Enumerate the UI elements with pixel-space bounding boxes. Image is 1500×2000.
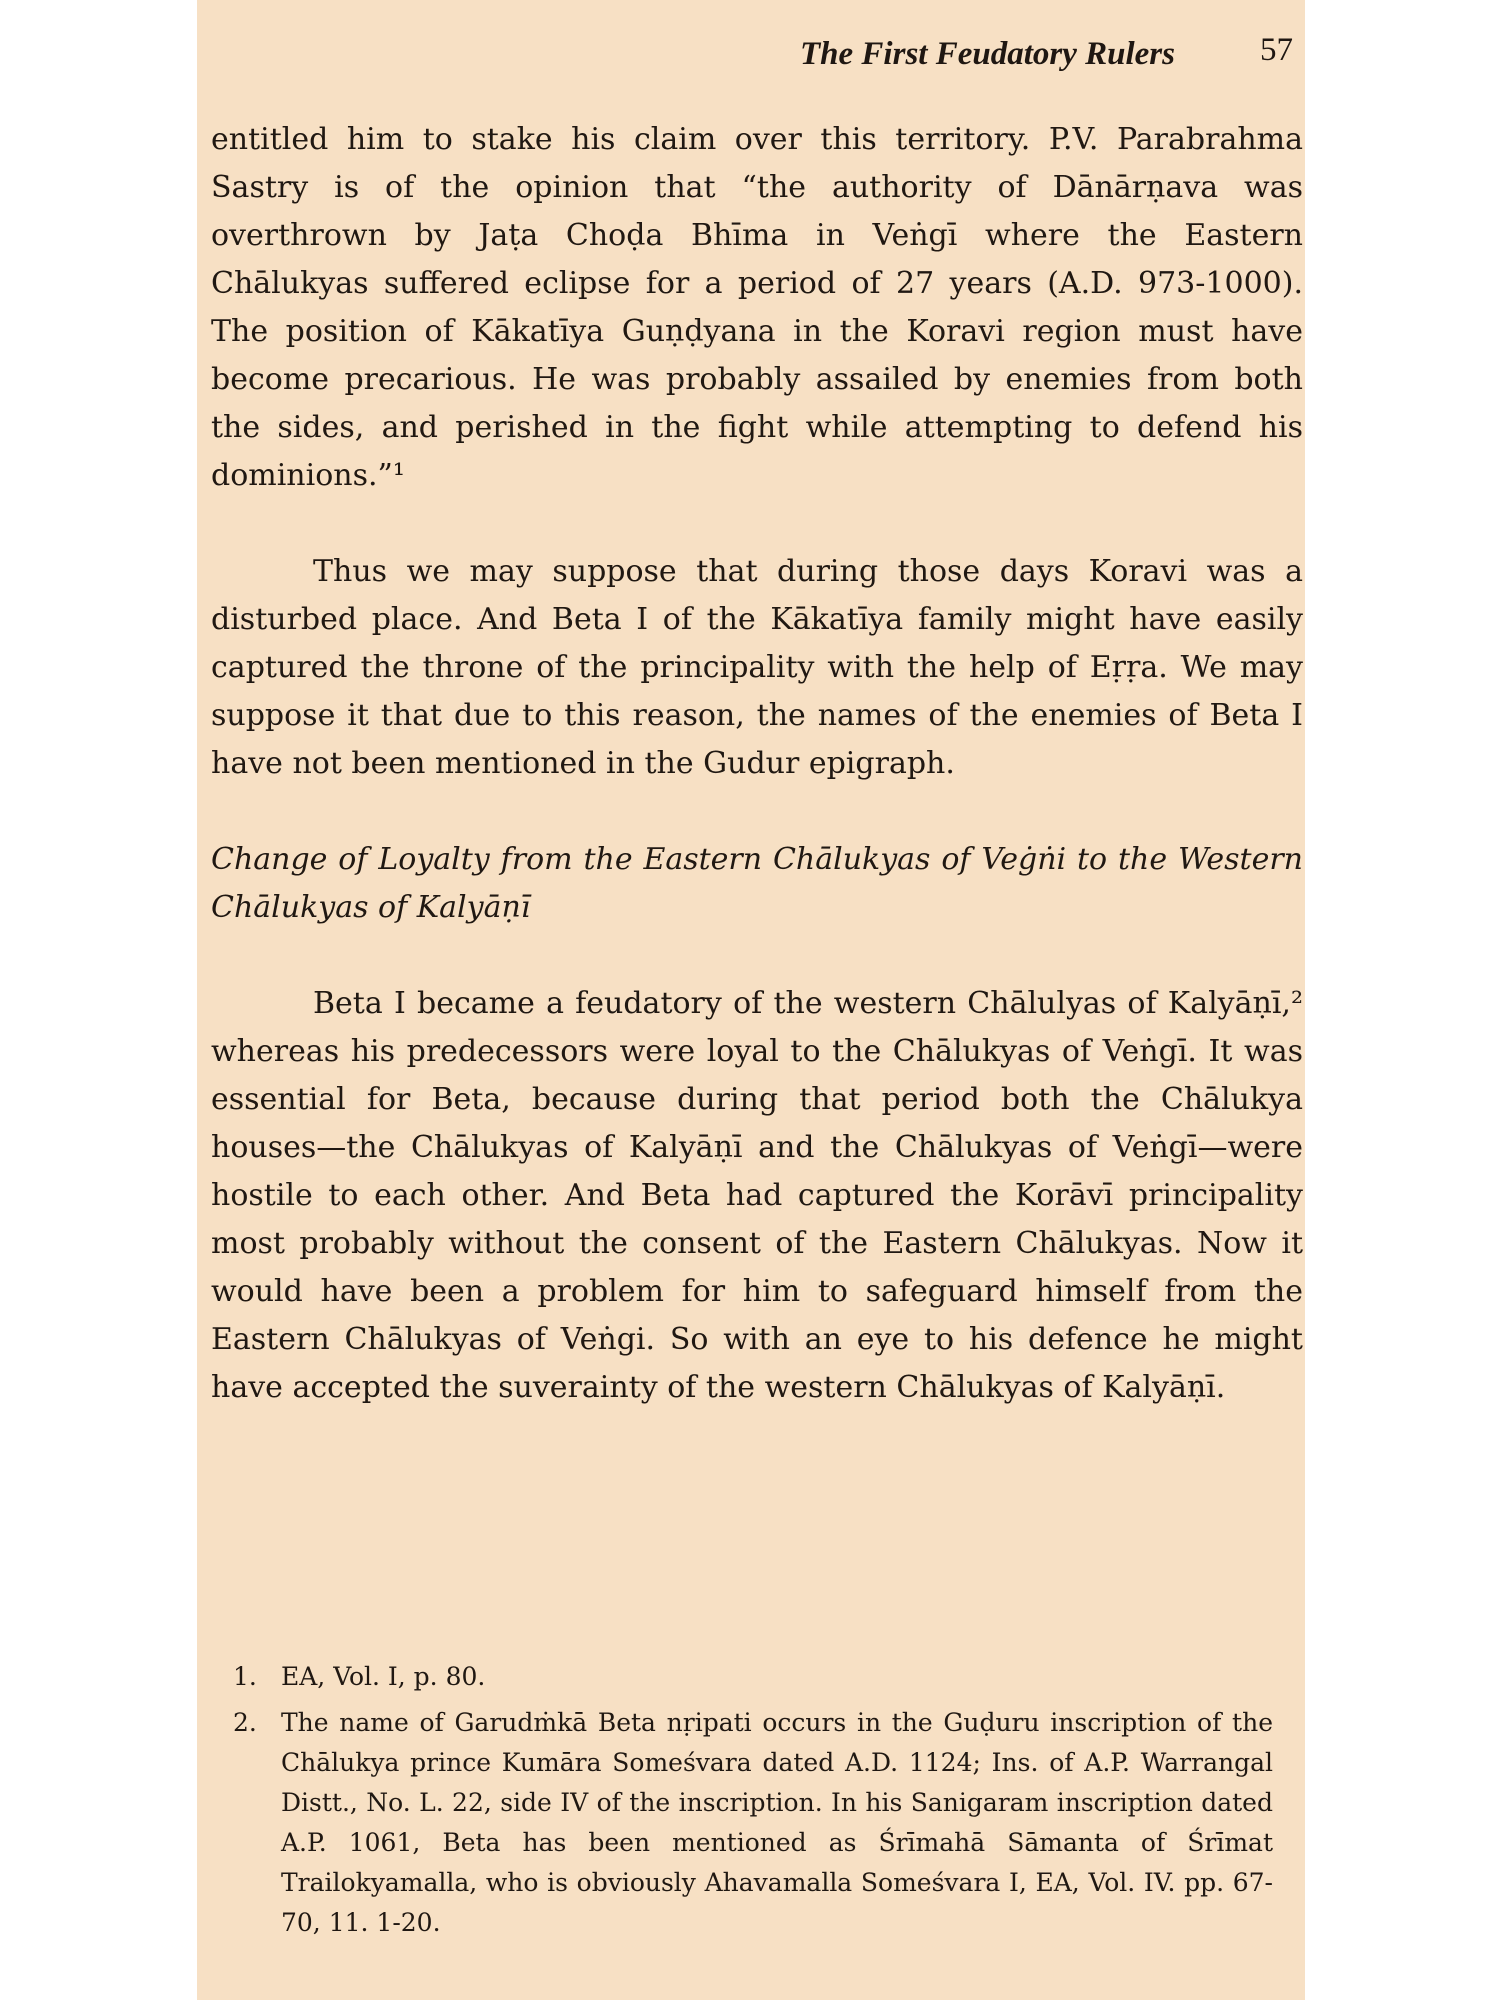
footnote-text: The name of Garudṁkā Beta nṛipati occurs in the Guḍuru inscription of the Chālukya prince Kumāra Someśvara dated A.D. 1124; Ins. of A.P. Warrangal Distt., No. L. 22, side IV of the inscription. In his Sanigaram inscription dated A.P. 1061, Beta has been mentioned as Śrīmahā Sāmanta of Śrīmat Trailokyamalla, who is obviously Ahavamalla Someśvara I, EA, Vol. IV. pp. 67-70, 11. 1-20. — [281, 1708, 1273, 1937]
paragraph-1: entitled him to stake his claim over this territory. P.V. Parabrahma Sastry is of the opinion that “the authority of Dānārṇava was overthrown by Jaṭa Choḍa Bhīma in Veṅgī where the Eastern Chālukyas suffered eclipse for a period of 27 years (A.D. 973-1000). The position of Kākatīya Guṇḍyana in the Koravi region must have become precarious. He was probably assailed by enemies from both the sides, and perished in the fight while attempting to defend his dominions.”¹ — [211, 122, 1303, 493]
section-subheading: Change of Loyalty from the Eastern Chālukyas of Veġṅi to the Western Chālukyas of Kalyāṇī — [211, 842, 1303, 925]
page-number: 57 — [1260, 32, 1293, 68]
footnote-text: EA, Vol. I, p. 80. — [281, 1662, 486, 1691]
footnote-number: 1. — [233, 1662, 257, 1691]
book-page — [197, 0, 1305, 2000]
footnotes — [233, 1657, 1273, 1949]
page-header — [197, 28, 1305, 88]
page-body — [211, 116, 1303, 1412]
paragraph-2: Thus we may suppose that during those days Koravi was a disturbed place. And Beta I of the Kākatīya family might have easily captured the throne of the principality with the help of Eṛṛa. We may suppose it that due to this reason, the names of the enemies of Beta I have not been mentioned in the Gudur epigraph. — [211, 554, 1303, 781]
footnote — [233, 1657, 1273, 1697]
paragraph-3: Beta I became a feudatory of the western Chālulyas of Kalyāṇī,² whereas his predecessors were loyal to the Chālukyas of Veṅgī. It was essential for Beta, because during that period both the Chālukya houses—the Chālukyas of Kalyāṇī and the Chālukyas of Veṅgī—were hostile to each other. And Beta had captured the Korāvī principality most probably without the consent of the Eastern Chālukyas. Now it would have been a problem for him to safeguard himself from the Eastern Chālukyas of Veṅgi. So with an eye to his defence he might have accepted the suverainty of the western Chālukyas of Kalyāṇī. — [211, 986, 1303, 1405]
running-title: The First Feudatory Rulers — [800, 36, 1175, 72]
footnote — [233, 1703, 1273, 1943]
footnote-number: 2. — [233, 1708, 257, 1737]
